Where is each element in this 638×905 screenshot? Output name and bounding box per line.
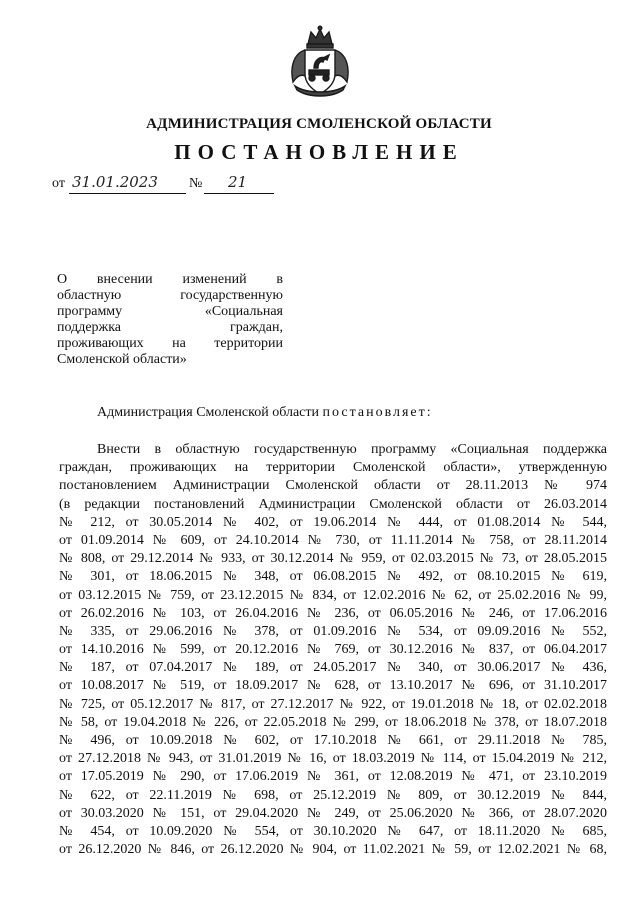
subject-line: поддержка граждан, xyxy=(57,320,283,335)
subject-line: Смоленской области» xyxy=(57,352,187,367)
number-prefix: № xyxy=(189,176,203,191)
date-underline xyxy=(69,193,186,194)
organization-title: АДМИНИСТРАЦИЯ СМОЛЕНСКОЙ ОБЛАСТИ xyxy=(146,116,492,132)
body-line: № 808, от 29.12.2014 № 933, от 30.12.2014 № 959, от 02.03.2015 № 73, от 28.05.2015 xyxy=(59,551,607,567)
date-value: 31.01.2023 xyxy=(72,173,158,191)
body-line: от 14.10.2016 № 599, от 20.12.2016 № 769, от 30.12.2016 № 837, от 06.04.2017 xyxy=(59,642,607,658)
body-line: № 496, от 10.09.2018 № 602, от 17.10.2018 № 661, от 29.11.2018 № 785, xyxy=(59,733,607,748)
document-subject xyxy=(57,272,283,368)
body-line: № 187, от 07.04.2017 № 189, от 24.05.2017 № 340, от 30.06.2017 № 436, xyxy=(59,660,607,676)
body-line: № 301, от 18.06.2015 № 348, от 06.08.2015 № 492, от 08.10.2015 № 619, xyxy=(59,569,607,585)
body-line: от 10.08.2017 № 519, от 18.09.2017 № 628, от 13.10.2017 № 696, от 31.10.2017 xyxy=(59,678,607,694)
body-line: № 725, от 05.12.2017 № 817, от 27.12.2017 № 922, от 19.01.2018 № 18, от 02.02.2018 xyxy=(59,696,607,712)
date-prefix: от xyxy=(52,176,65,191)
body-line: от 17.05.2019 № 290, от 17.06.2019 № 361, от 12.08.2019 № 471, от 23.10.2019 xyxy=(59,769,607,785)
document-type-title: ПОСТАНОВЛЕНИЕ xyxy=(174,140,464,164)
preamble-text: Администрация Смоленской области xyxy=(97,405,323,420)
number-value: 21 xyxy=(228,173,248,191)
body-line: № 335, от 29.06.2016 № 378, от 01.09.2016 № 534, от 09.09.2016 № 552, xyxy=(59,623,607,639)
subject-line: программу «Социальная xyxy=(57,304,283,319)
body-line: от 03.12.2015 № 759, от 23.12.2015 № 834, от 12.02.2016 № 62, от 25.02.2016 № 99, xyxy=(59,587,607,603)
number-underline xyxy=(204,193,274,194)
body-line: № 58, от 19.04.2018 № 226, от 22.05.2018 № 299, от 18.06.2018 № 378, от 18.07.2018 xyxy=(59,714,607,730)
body-line: граждан, проживающих на территории Смоленской области», утвержденную xyxy=(59,460,607,476)
body-line: № 454, от 10.09.2020 № 554, от 30.10.2020 № 647, от 18.11.2020 № 685, xyxy=(59,823,607,839)
subject-line: О внесении изменений в xyxy=(57,272,283,287)
body-line: № 212, от 30.05.2014 № 402, от 19.06.2014 № 444, от 01.08.2014 № 544, xyxy=(59,514,607,530)
body-line: от 26.12.2020 № 846, от 26.12.2020 № 904, от 11.02.2021 № 59, от 12.02.2021 № 68, xyxy=(59,842,607,858)
body-line: № 622, от 22.11.2019 № 698, от 25.12.2019 № 809, от 30.12.2019 № 844, xyxy=(59,787,607,803)
body-line: от 30.03.2020 № 151, от 29.04.2020 № 249, от 25.06.2020 № 366, от 28.07.2020 xyxy=(59,805,607,821)
preamble-verb: постановляет: xyxy=(322,405,433,420)
body-line: Внести в областную государственную программу «Социальная поддержка xyxy=(97,442,607,457)
body-line: постановлением Администрации Смоленской области от 28.11.2013 № 974 xyxy=(59,478,607,494)
coat-of-arms-emblem xyxy=(287,24,353,100)
body-line: (в редакции постановлений Администрации Смоленской области от 26.03.2014 xyxy=(59,496,607,512)
body-line: от 27.12.2018 № 943, от 31.01.2019 № 16, от 18.03.2019 № 114, от 15.04.2019 № 212, xyxy=(59,751,607,767)
body-line: от 01.09.2014 № 609, от 24.10.2014 № 730, от 11.11.2014 № 758, от 28.11.2014 xyxy=(59,532,607,548)
subject-line: проживающих на территории xyxy=(57,336,283,351)
body-line: от 26.02.2016 № 103, от 26.04.2016 № 236, от 06.05.2016 № 246, от 17.06.2016 xyxy=(59,605,607,621)
body-paragraph xyxy=(59,441,607,859)
preamble xyxy=(97,405,433,421)
subject-line: областную государственную xyxy=(57,288,283,303)
